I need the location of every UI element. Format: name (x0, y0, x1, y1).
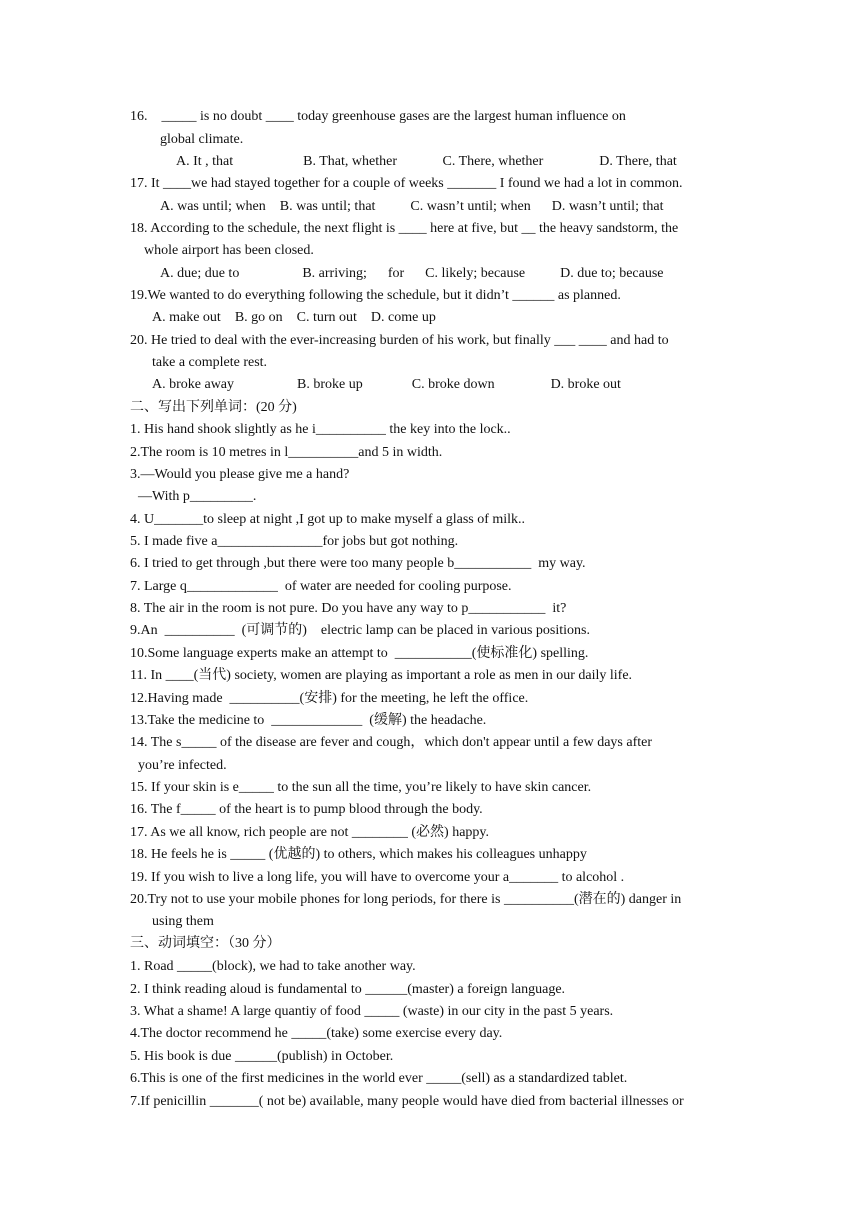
s2-item-11: 11. In ____(当代) society, women are playing as important a role as men in our daily life. (130, 668, 633, 683)
q19-stem: 19.We wanted to do everything following the schedule, but it didn’t ______ as planned. (130, 288, 621, 303)
s3-item-3: 3. What a shame! A large quantiy of food _____ (waste) in our city in the past 5 years. (130, 1004, 614, 1019)
q16-stem-cont: global climate. (160, 132, 244, 147)
s2-item-6: 6. I tried to get through ,but there were too many people b___________ my way. (130, 556, 586, 571)
s3-item-6: 6.This is one of the first medicines in the world ever _____(sell) as a standardized tablet. (130, 1071, 628, 1086)
q20-options: A. broke away B. broke up C. broke down D. broke out (152, 377, 621, 392)
s3-item-7: 7.If penicillin _______( not be) available, many people would have died from bacterial illnesses or (130, 1094, 684, 1109)
section-2-heading: 二、写出下列单词：(20 分) (130, 400, 297, 415)
s2-item-9: 9.An __________ (可调节的) electric lamp can be placed in various positions. (130, 623, 590, 638)
s2-item-3: 3.—Would you please give me a hand? (130, 467, 350, 482)
s2-item-16: 16. The f_____ of the heart is to pump blood through the body. (130, 802, 483, 817)
q16-options: A. It , that B. That, whether C. There, whether D. There, that (176, 154, 677, 169)
q16-stem: 16. _____ is no doubt ____ today greenhouse gases are the largest human influence on (130, 109, 626, 124)
s2-item-12: 12.Having made __________(安排) for the meeting, he left the office. (130, 691, 529, 706)
s2-item-17: 17. As we all know, rich people are not ________ (必然) happy. (130, 825, 489, 840)
s2-item-3-reply: —With p_________. (138, 489, 257, 504)
s2-item-14: 14. The s_____ of the disease are fever and cough，which don't appear until a few days after (130, 735, 653, 750)
s2-item-7: 7. Large q_____________ of water are needed for cooling purpose. (130, 579, 512, 594)
q17-options: A. was until; when B. was until; that C. wasn’t until; when D. wasn’t until; that (160, 199, 664, 214)
s2-item-20: 20.Try not to use your mobile phones for long periods, for there is __________(潜在的) danger in (130, 892, 682, 907)
s2-item-1: 1. His hand shook slightly as he i__________ the key into the lock.. (130, 422, 511, 437)
s3-item-1: 1. Road _____(block), we had to take another way. (130, 959, 416, 974)
s2-item-8: 8. The air in the room is not pure. Do you have any way to p___________ it? (130, 601, 567, 616)
q20-stem: 20. He tried to deal with the ever-increasing burden of his work, but finally ___ ____ and had to (130, 333, 669, 348)
s2-item-19: 19. If you wish to live a long life, you will have to overcome your a_______ to alcohol . (130, 870, 625, 885)
s2-item-2: 2.The room is 10 metres in l__________and 5 in width. (130, 445, 443, 460)
q18-options: A. due; due to B. arriving; for C. likely; because D. due to; because (160, 266, 664, 281)
q18-stem: 18. According to the schedule, the next flight is ____ here at five, but __ the heavy sandstorm, the (130, 221, 679, 236)
q18-stem-cont: whole airport has been closed. (144, 243, 314, 258)
q17-stem: 17. It ____we had stayed together for a couple of weeks _______ I found we had a lot in common. (130, 176, 683, 191)
section-3-heading: 三、动词填空：（30 分） (130, 936, 281, 951)
s2-item-4: 4. U_______to sleep at night ,I got up to make myself a glass of milk.. (130, 512, 526, 527)
q19-options: A. make out B. go on C. turn out D. come up (152, 310, 436, 325)
s2-item-20-cont: using them (152, 914, 214, 929)
s2-item-15: 15. If your skin is e_____ to the sun all the time, you’re likely to have skin cancer. (130, 780, 592, 795)
s3-item-5: 5. His book is due ______(publish) in October. (130, 1049, 394, 1064)
q20-stem-cont: take a complete rest. (152, 355, 268, 370)
s2-item-5: 5. I made five a_______________for jobs but got nothing. (130, 534, 459, 549)
s2-item-13: 13.Take the medicine to _____________ (缓解) the headache. (130, 713, 487, 728)
s2-item-18: 18. He feels he is _____ (优越的) to others, which makes his colleagues unhappy (130, 847, 587, 862)
s2-item-14-cont: you’re infected. (138, 758, 227, 773)
s3-item-2: 2. I think reading aloud is fundamental to ______(master) a foreign language. (130, 982, 566, 997)
s2-item-10: 10.Some language experts make an attempt to ___________(使标准化) spelling. (130, 646, 589, 661)
s3-item-4: 4.The doctor recommend he _____(take) some exercise every day. (130, 1026, 503, 1041)
